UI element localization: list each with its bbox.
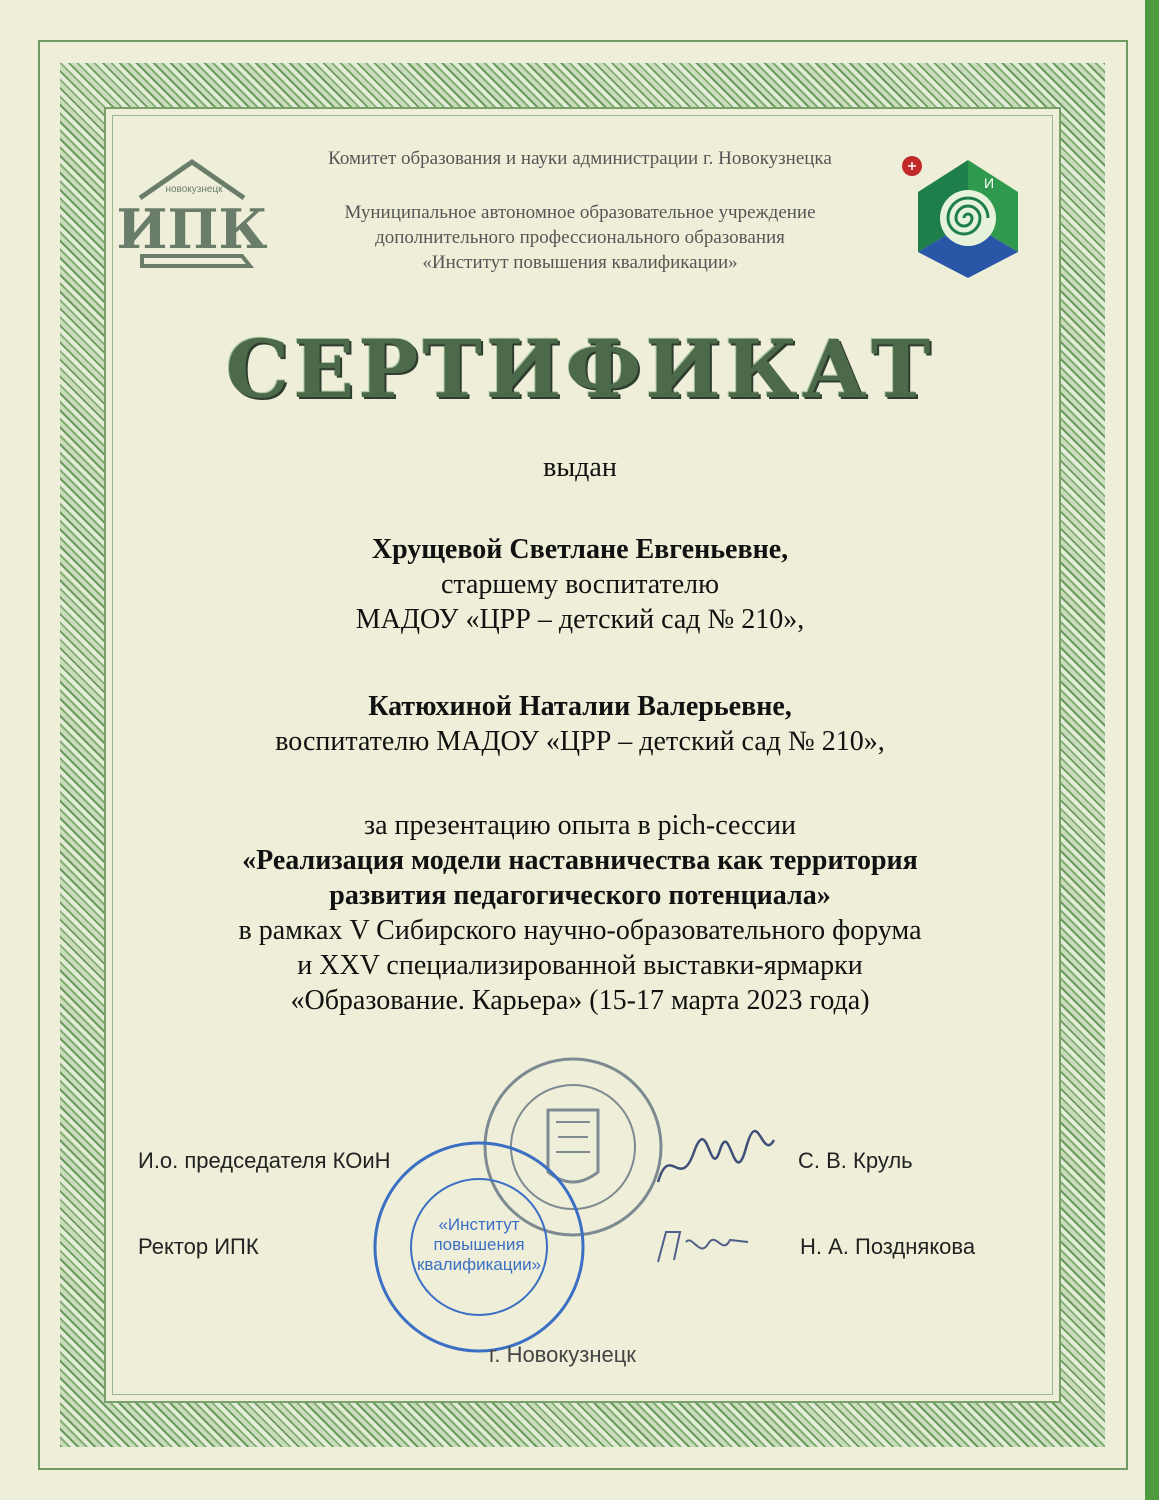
stamp-text-1: «Институт bbox=[438, 1215, 520, 1234]
institution-line-3: «Институт повышения квалификации» bbox=[422, 252, 738, 273]
signatory-2-name: Н. А. Позднякова bbox=[800, 1234, 976, 1259]
page-edge-strip bbox=[1145, 0, 1159, 1500]
issued-to-label: выдан bbox=[543, 452, 617, 483]
institution-name bbox=[270, 200, 890, 275]
logo-letters: ИПК bbox=[116, 197, 268, 261]
topic-line-1: «Реализация модели наставничества как территория bbox=[242, 845, 918, 876]
signature-2 bbox=[652, 1222, 762, 1272]
signatory-1-role: И.о. председателя КОиН bbox=[138, 1148, 391, 1173]
award-reason bbox=[120, 808, 1040, 1018]
recipient-1-name: Хрущевой Светлане Евгеньевне, bbox=[371, 534, 789, 565]
certificate-title: СЕРТИФИКАТ bbox=[225, 322, 935, 416]
committee-name: Комитет образования и науки администрации г. Новокузнецка bbox=[328, 148, 832, 169]
institution-line-2: дополнительного профессионального образования bbox=[375, 227, 785, 248]
signature-1 bbox=[650, 1122, 780, 1202]
recipient-2-position: воспитателю МАДОУ «ЦРР – детский сад № 210», bbox=[275, 726, 885, 757]
stamp-text-3: квалификации» bbox=[416, 1255, 542, 1274]
logo-city-text: новокузнецк bbox=[165, 184, 223, 195]
ipk-logo-icon bbox=[116, 156, 268, 276]
recipient-2 bbox=[120, 689, 1040, 759]
city-name: г. Новокузнецк bbox=[489, 1342, 636, 1367]
signatory-2-role: Ректор ИПК bbox=[138, 1234, 259, 1259]
topic-line-2: развития педагогического потенциала» bbox=[329, 880, 831, 911]
recipient-1-organization: МАДОУ «ЦРР – детский сад № 210», bbox=[355, 604, 805, 635]
institute-spiral-logo-icon bbox=[898, 152, 1028, 282]
recipient-1 bbox=[120, 532, 1040, 637]
signatory-1-name: С. В. Круль bbox=[798, 1148, 913, 1173]
reason-line-3: и XXV специализированной выставки-ярмарки bbox=[297, 950, 863, 981]
reason-line-2: в рамках V Сибирского научно-образовательного форума bbox=[238, 915, 922, 946]
svg-text:И: И bbox=[984, 175, 995, 191]
reason-line-1: за презентацию опыта в pich-сессии bbox=[364, 810, 796, 841]
reason-line-4: «Образование. Карьера» (15-17 марта 2023 года) bbox=[290, 985, 870, 1016]
recipient-1-position: старшему воспитателю bbox=[440, 569, 720, 600]
recipient-2-name: Катюхиной Наталии Валерьевне, bbox=[368, 691, 792, 722]
institution-line-1: Муниципальное автономное образовательное учреждение bbox=[344, 202, 816, 223]
stamp-text-2: повышения bbox=[433, 1235, 525, 1254]
institute-blue-stamp bbox=[368, 1136, 590, 1358]
